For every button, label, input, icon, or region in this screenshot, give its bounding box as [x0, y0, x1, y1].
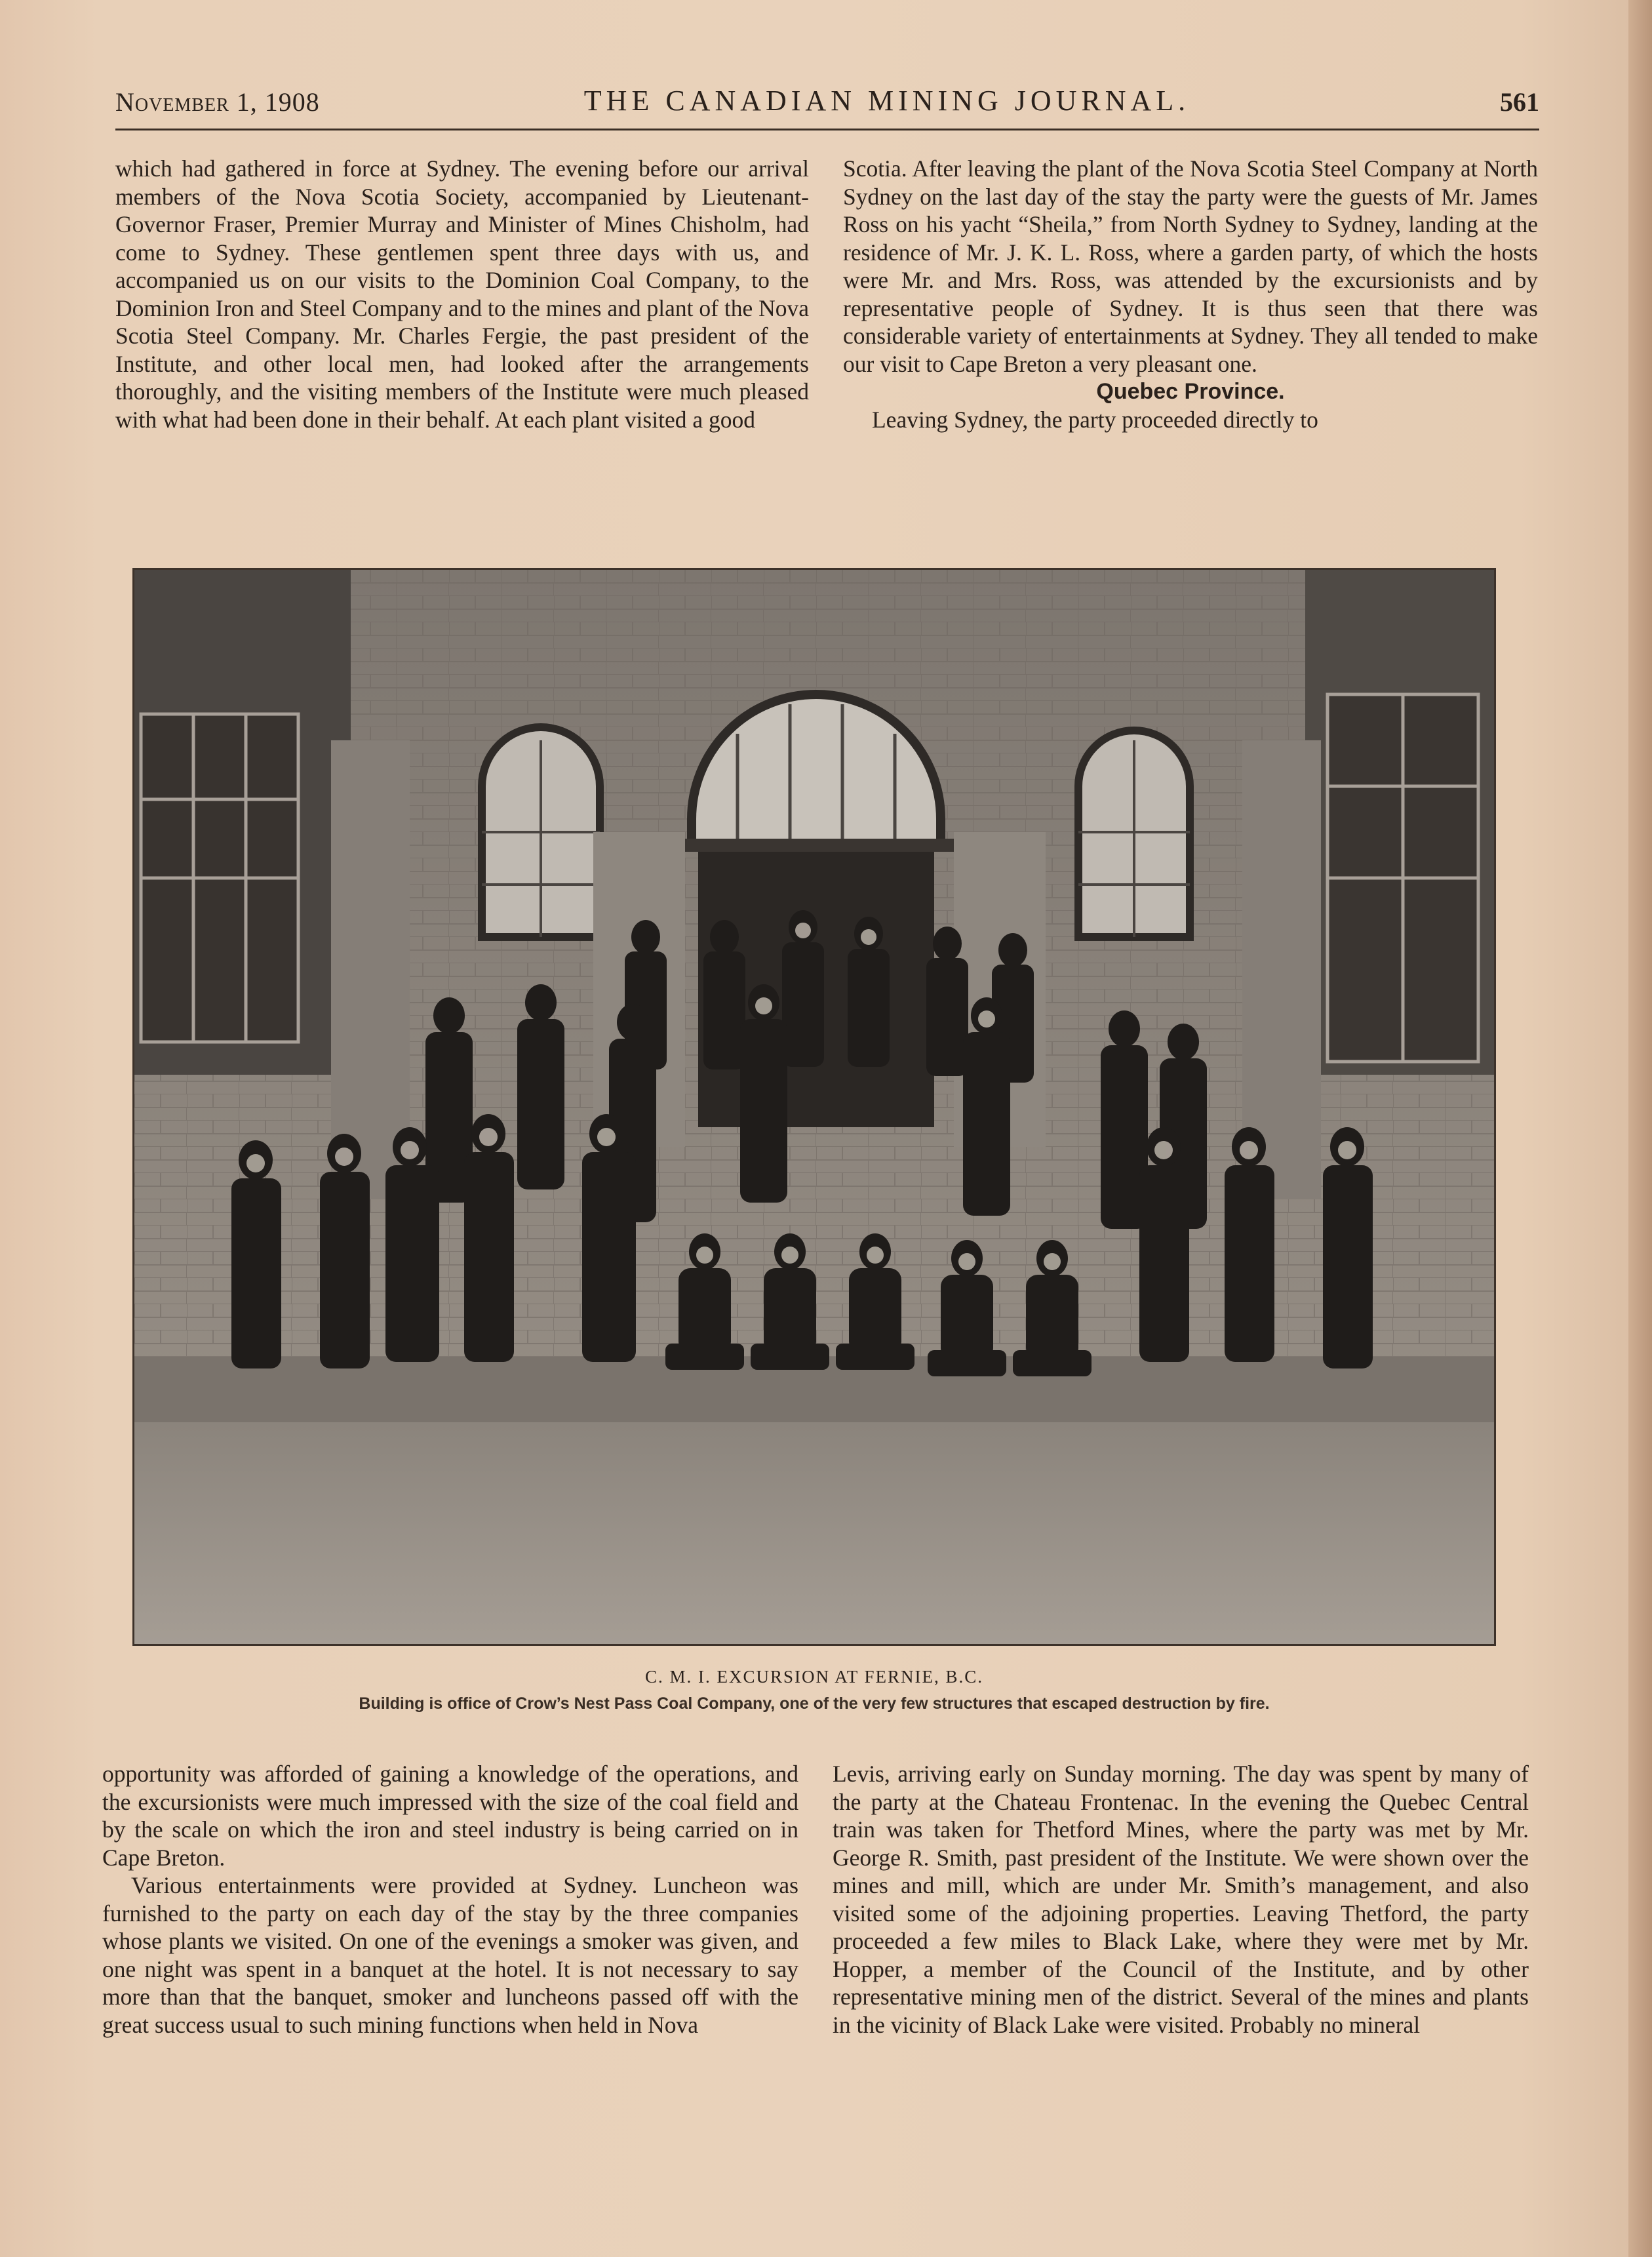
column-bottom-left — [102, 1760, 798, 2039]
header-rule — [115, 129, 1539, 130]
photo-caption-subtitle: Building is office of Crow’s Nest Pass Coal Company, one of the very few structures that escaped destruction by fire. — [359, 1694, 1270, 1713]
paragraph: Various entertainments were provided at Sydney. Luncheon was furnished to the party on each day of the stay by the three companies whose plants we visited. On one of the evenings a smoker was given, and one night was spent in a banquet at the hotel. It is not necessary to say more than that the banquet, smoker and luncheons passed off with the great success usual to such mining functions when held in Nova — [102, 1872, 798, 2038]
paragraph: opportunity was afforded of gaining a knowledge of the operations, and the excursionists were much impressed with the size of the coal field and by the scale on which the iron and steel industry is being carried on in Cape Breton. — [102, 1761, 798, 1871]
paragraph: Levis, arriving early on Sunday morning. The day was spent by many of the party at the Chateau Frontenac. In the evening the Quebec Central train was taken for Thetford Mines, where the party was met by Mr. George R. Smith, past president of the Institute. We were shown over the mines and mill, which are under Mr. Smith’s management, and also visited some of the adjoining properties. Leaving Thetford, the party proceeded a few miles to Black Lake, where they were met by Mr. Hopper, a member of the Council of the Institute, and by other representative mining men of the district. Several of the mines and plants in the vicinity of Black Lake were visited. Probably no mineral — [833, 1761, 1529, 2038]
page-spine-edge — [1628, 0, 1652, 2257]
page-number: 561 — [1500, 87, 1539, 117]
paragraph: which had gathered in force at Sydney. The evening before our arrival members of the Nova Scotia Society, accompanied by Lieutenant-Governor Fraser, Premier Murray and Minister of Mines Chisholm, had come to Sydney. These gentlemen spent three days with us, and accompanied us on our visits to the Dominion Coal Company, to the Dominion Iron and Steel Company and to the mines and plant of the Nova Scotia Steel Company. Mr. Charles Fergie, the past president of the Institute, and other local men, had looked after the arrangements thoroughly, and the visiting members of the Institute were much pleased with what had been done in their behalf. At each plant visited a good — [115, 155, 809, 433]
column-top-left — [115, 155, 809, 433]
header-date: November 1, 1908 — [115, 87, 320, 117]
group-photograph — [132, 568, 1496, 1646]
column-top-right — [843, 155, 1538, 433]
photo-caption-title: C. M. I. EXCURSION AT FERNIE, B.C. — [644, 1667, 984, 1687]
header-title: THE CANADIAN MINING JOURNAL. — [583, 85, 1190, 117]
paragraph: Leaving Sydney, the party proceeded directly to — [872, 406, 1318, 433]
photo-illustration — [134, 570, 1494, 1644]
running-header — [115, 84, 1539, 130]
section-heading: Quebec Province. — [1096, 379, 1285, 404]
paragraph: Scotia. After leaving the plant of the Nova Scotia Steel Company at North Sydney on the last day of the stay the party were the guests of Mr. James Ross on his yacht “Sheila,” from North Sydney to Sydney, landing at the residence of Mr. J. K. L. Ross, where a garden party, of which the hosts were Mr. and Mrs. Ross, was attended by the excursionists and by representative people of Sydney. It is thus seen that there was considerable variety of entertainments at Sydney. They all tended to make our visit to Cape Breton a very pleasant one. — [843, 155, 1538, 377]
column-bottom-right — [833, 1760, 1529, 2039]
